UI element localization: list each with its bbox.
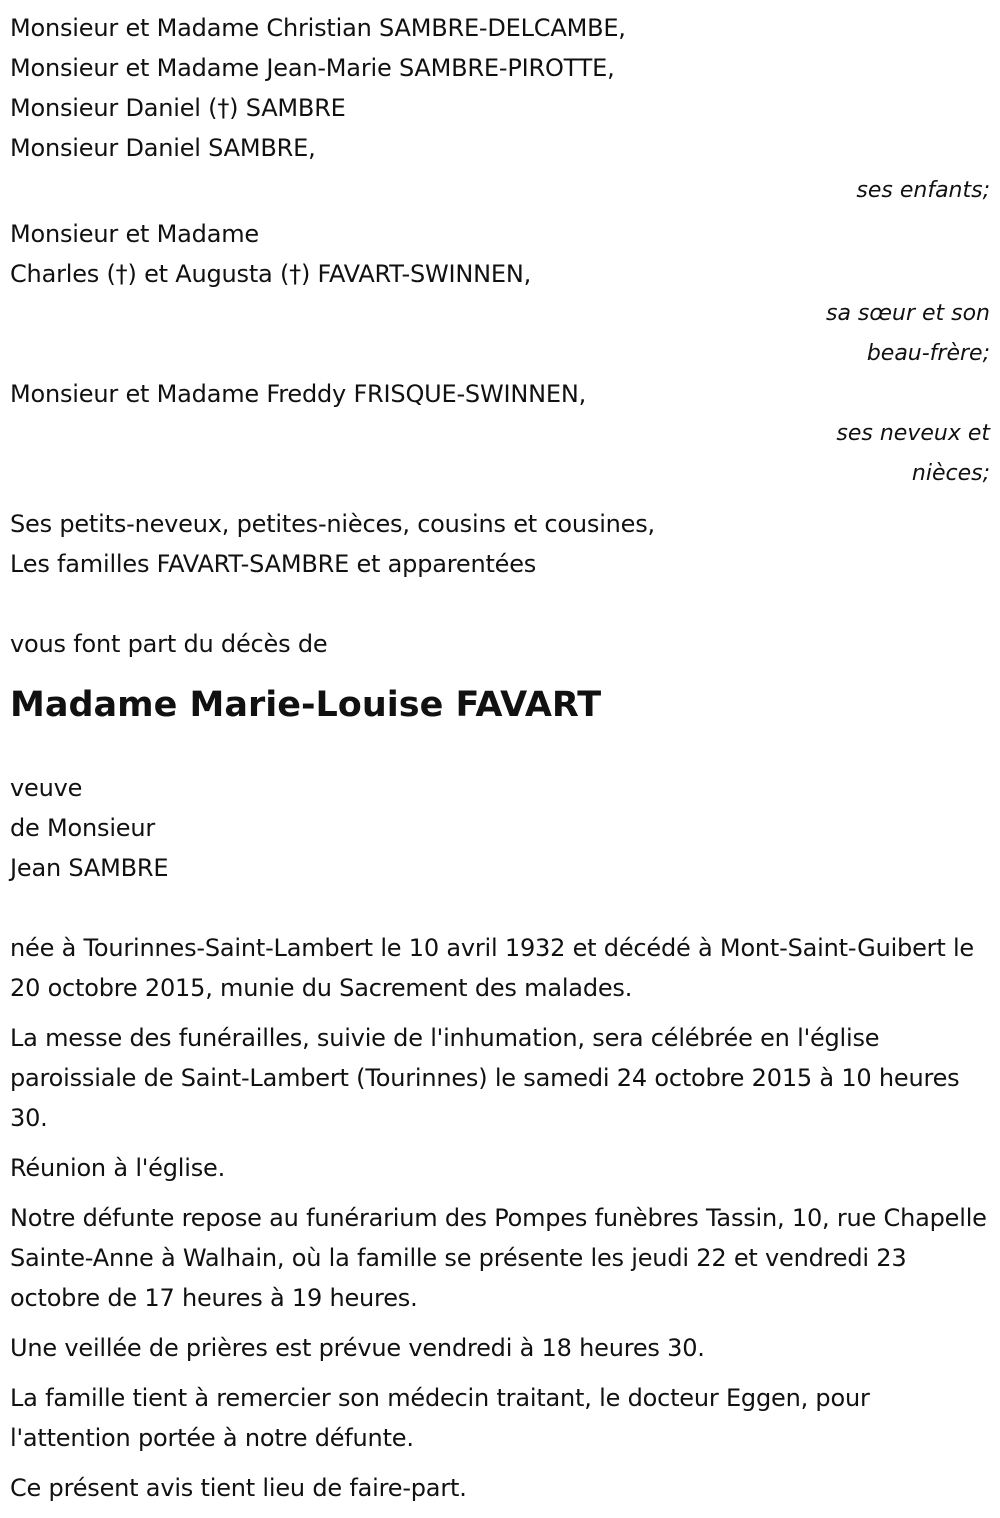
children-section [10, 8, 990, 214]
announcement-text: vous font part du décès de [10, 630, 328, 658]
sibling-line: Monsieur et Madame [10, 220, 259, 248]
closing-paragraph: Ce présent avis tient lieu de faire-part. [10, 1474, 467, 1502]
sibling-role-line: beau-frère; [866, 341, 990, 366]
sibling-role-line: sa sœur et son [825, 301, 990, 326]
vigil-paragraph: Une veillée de prières est prévue vendredi à 18 heures 30. [10, 1334, 705, 1362]
meeting-paragraph: Réunion à l'église. [10, 1154, 226, 1182]
details-section [10, 928, 990, 1508]
nephew-role-line: ses neveux et [836, 421, 990, 446]
sibling-line: Charles (†) et Augusta (†) FAVART-SWINNEN, [10, 260, 532, 288]
children-role: ses enfants; [856, 178, 990, 203]
funeral-paragraph: La messe des funérailles, suivie de l'inhumation, sera célébrée en l'église paroissiale de Saint-Lambert (Tourinnes) le samedi 24 octobre 2015 à 10 heures 30. [10, 1024, 960, 1132]
sibling-role [10, 294, 990, 374]
others-line: Ses petits-neveux, petites-nièces, cousins et cousines, [10, 510, 655, 538]
deceased-name: Madame Marie-Louise FAVART [10, 685, 602, 725]
obituary-notice [10, 8, 990, 1518]
widow-line: de Monsieur [10, 814, 156, 842]
nephew-role-line: nièces; [911, 461, 990, 486]
others-section [10, 504, 990, 584]
sibling-section [10, 214, 990, 374]
funerarium-paragraph: Notre défunte repose au funérarium des Pompes funèbres Tassin, 10, rue Chapelle Sainte-Anne à Walhain, où la famille se présente les jeudi 22 et vendredi 23 octobre de 17 heures à 19 heures. [10, 1204, 987, 1312]
widow-line: veuve [10, 774, 83, 802]
nephew-role [10, 414, 990, 494]
birth-death-paragraph: née à Tourinnes-Saint-Lambert le 10 avril 1932 et décédé à Mont-Saint-Guibert le 20 octobre 2015, munie du Sacrement des malades. [10, 934, 974, 1002]
child-line: Monsieur Daniel (†) SAMBRE [10, 94, 346, 122]
nephew-line: Monsieur et Madame Freddy FRISQUE-SWINNEN, [10, 380, 587, 408]
child-line: Monsieur et Madame Christian SAMBRE-DELCAMBE, [10, 14, 626, 42]
thanks-paragraph: La famille tient à remercier son médecin traitant, le docteur Eggen, pour l'attention portée à notre défunte. [10, 1384, 870, 1452]
child-line: Monsieur et Madame Jean-Marie SAMBRE-PIROTTE, [10, 54, 615, 82]
widow-section [10, 768, 990, 888]
others-line: Les familles FAVART-SAMBRE et apparentées [10, 550, 537, 578]
widow-line: Jean SAMBRE [10, 854, 169, 882]
child-line: Monsieur Daniel SAMBRE, [10, 134, 316, 162]
nephew-section [10, 374, 990, 494]
